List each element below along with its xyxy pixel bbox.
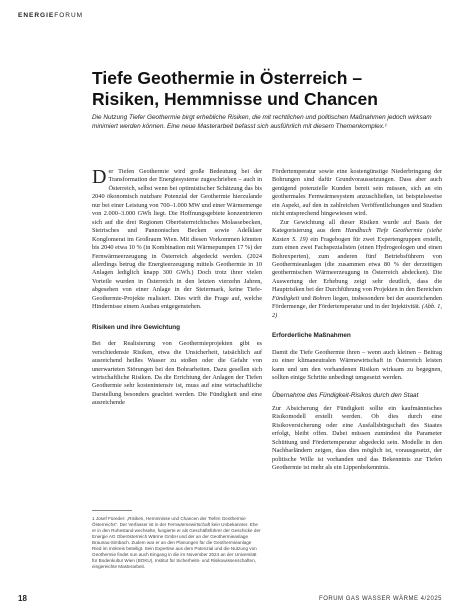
dropcap: D xyxy=(92,166,107,188)
left-paragraph-1 xyxy=(92,168,262,312)
right-paragraph-1: Fördertemperatur sowie eine kostengünstige Niederbringung der Bohrungen sind dafür Grundvoraussetzungen. Dass aber auch genügend potenzielle Kunden bereit sein müssen, sich an ein geothermales Fernwärmesystem anzuschließen, ist beispielsweise ein Aspekt, auf den in zahlreichen Veröffentlichungen und Studien nicht entsprechend hingewiesen wird. xyxy=(272,168,442,218)
p2-part-d: liegen, insbesondere bei der ausreichenden Fördermenge, der Fördertemperatur und in der Injektivität. xyxy=(272,294,443,311)
heading-fuendigkeit-risiko: Übernahme des Fündigkeit-Risikos durch den Staat xyxy=(272,392,419,400)
title-line-1: Tiefe Geothermie in Österreich – xyxy=(92,68,363,88)
heading-risiken: Risiken und ihre Gewichtung xyxy=(92,323,181,331)
journal-footer: FORUM GAS WASSER WÄRME 4/2025 xyxy=(319,596,442,602)
page-number: 18 xyxy=(18,594,27,603)
title-line-2: Risiken, Hemmnisse und Chancen xyxy=(92,89,378,109)
term-bohren: Bohren xyxy=(312,294,331,302)
right-paragraph-2 xyxy=(272,219,442,320)
left-paragraph-2: Bei der Realisierung von Geothermieprojekten gibt es verschiedenste Risiken, etwa die Unsicherheit, tatsächlich auf ausreichend heißes Wasser zu stoßen oder die Gefahr von unerwarteten Störungen bei den Bohrarbeiten. Dazu gesellen sich wirtschaftliche Risiken. Da die Errichtung der Anlagen der Tiefen Geothermie sehr kostenintensiv ist, muss auf eine wirtschaftliche Darstellung besonders geachtet werden. Die Fündigkeit und eine ausreichende xyxy=(92,340,262,407)
p2-part-a: Zur Gewichtung all dieser Risiken wurde auf Basis der Kategorisierung aus dem xyxy=(272,218,442,235)
p2-part-c: und xyxy=(299,294,313,302)
footnote-divider xyxy=(92,510,132,511)
section-header xyxy=(18,12,83,19)
article-lead: Die Nutzung Tiefer Geothermie birgt erhebliche Risiken, die mit rechtlichen und politischen Maßnahmen jedoch wirksam minimiert werden können. Eine neue Masterarbeit befasst sich ausführlich mit diesem Themenkomplex.¹ xyxy=(92,114,432,130)
right-paragraph-4: Zur Absicherung der Fündigkeit sollte ein kaufmännisches Risikomodell erstellt werden. Ob dies durch eine Risikoversicherung oder eine Ausfallsbürgschaft des Staates erfolgt, bleibt offen. Dabei müssen zumindest die Parameter Schüttung und Fördertemperatur abgedeckt sein. Modelle in den Nachbarländern zeigen, dass dies möglich ist, vorausgesetzt, der politische Wille ist vorhanden und das Bekenntnis zur Tiefen Geothermie ist mehr als ein Lippenbekenntnis. xyxy=(272,404,442,472)
p2-part-b: ein Fragebogen für zwei Expertengruppen erstellt, zum einen zwei Fachspezialisten (einen Hydrogeologen und einen Bohrexperten), zum anderen fünf Betriebsführern von Geothermieanlagen (die zusammen etwa 80 % der derzeitigen geothermischen Wärmeerzeugung in Österreich abdecken). Die Auswertung der Erhebung zeigt sehr deutlich, dass die Hauptrisiken bei der Durchführung von Projekten in den Bereichen xyxy=(272,235,442,294)
right-column xyxy=(272,168,442,473)
term-fuendigkeit: Fündigkeit xyxy=(272,294,300,302)
heading-massnahmen: Erforderliche Maßnahmen xyxy=(272,332,351,340)
left-p1-text: er Tiefen Geothermie wird große Bedeutung bei der Transformation der Energiesysteme zugeschrieben – auch in Österreich, selbst wenn bei optimistischer Schätzung das bis 2040 ökonomisch nutzbare Potenzial der Geothermie hierzulande nur bei einer Leistung von 700–1.000 MW und einer Wärmemenge von 2.000–3.000 GWh liegt. Die Hoffnungsgebiete konzentrieren sich auf die drei Regionen Oberösterreichisches Molassebecken, Steirisches und Pannonisches Becken sowie Adelklaer Konglomerat im Großraum Wien. Mit diesen Vorkommen könnten bis 2040 etwa 10 % (in Kombination mit Wärmepumpen 17 %) der Fernwärmeerzeugung in Österreich abgedeckt werden. (2024 allerdings betrug die Energieerzeugung mittels Geothermie in 10 Anlagen lediglich knapp 300 GWh.) Doch trotz ihrer vielen Vorteile wurden in Österreich in den letzten vierzehn Jahren, abgesehen von einer Anlage in der Steiermark, keine Tiefe-Geothermie-Projekte realisiert. Dies wirft die Frage auf, welche Hindernisse einem Ausbau entgegenstehen. xyxy=(92,168,262,311)
header-rest: FORUM xyxy=(54,12,84,19)
right-paragraph-3: Damit die Tiefe Geothermie ihren – wenn auch kleinen – Beitrag zu einer klimaneutralen Wärmewirtschaft in Österreich leisten kann und um den vorhandenen Risiken wirksam zu begegnen, sollten einige Schritte unbedingt umgesetzt werden. xyxy=(272,348,442,381)
left-column xyxy=(92,168,262,408)
header-bold: ENERGIE xyxy=(18,12,55,19)
figure-reference: (Abb. 1, 2) xyxy=(272,303,442,319)
handbook-reference: Handbuch Tiefe Geothermie (siehe Kasten S. 19) xyxy=(272,227,442,243)
article-title xyxy=(92,68,442,110)
footnote: 1 Josef Füreder: „Risiken, Hemmnisse und Chancen der Tiefen Geothermie Österreichs“. Der Verfasser ist in der Fernwärmewirtschaft kein Unbekannter. Ehe er in den Ruhestand wechselte, fungierte er als Geschäftsführer der Geschicke der Energie AG Oberösterreich Wärme GmbH und der an der Geothermieanlage Braunau-Simbach. Zudem war er an den Planungen für die Geothermieanlage Ried im Innkreis beteiligt. Sein Expertise aus dem Potenzial und die Nutzung von Geothermie findet nun auch Eingang in die im November 2024 an der Universität für Bodenkultur Wien (BOKU), Institut für Sicherheits- und Risikowissenschaften, eingereichte Masterarbeit. xyxy=(92,516,261,569)
